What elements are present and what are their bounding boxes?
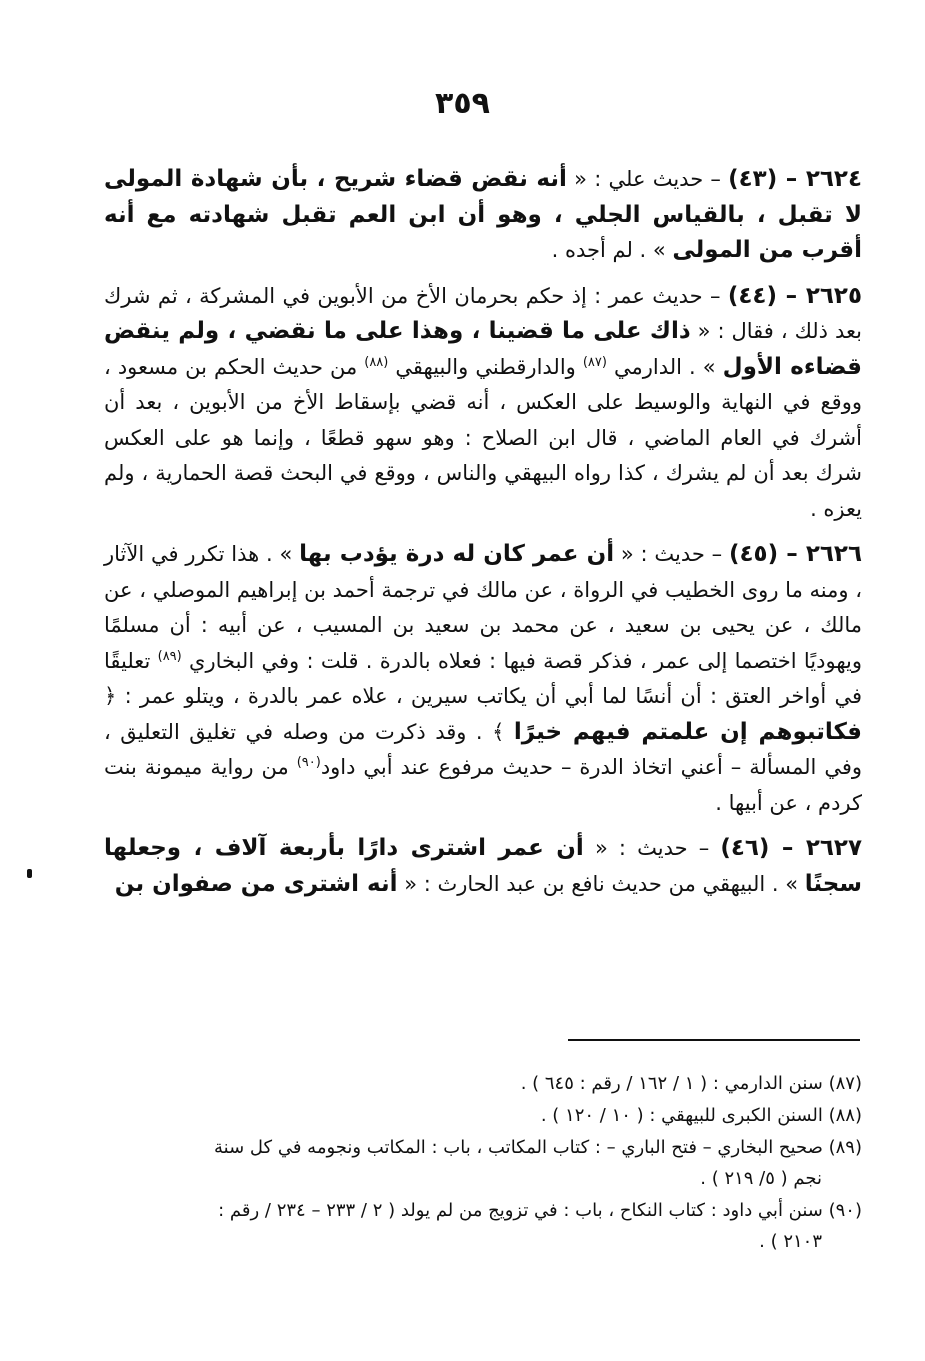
main-text [104,162,862,912]
footnote-90 [104,1195,862,1257]
entry-number: ٢٦٢٤ – (٤٣) [728,166,862,192]
footnote-ref-89: (٨٩) [157,648,182,664]
entry-text: – حديث : « [614,542,729,566]
footnote-text-continued: نجم ( ٥/ ٢١٩ ) . [700,1168,822,1189]
footnote-divider [568,1039,860,1041]
entry-number: ٢٦٢٧ – (٤٦) [720,835,862,861]
hadith-quote: ذاك على ما قضينا ، وهذا على ما نقضي ، ولم ينقض قضاءه الأول [104,318,862,380]
entry-text: » . هذا تكرر في الآثار ، ومنه ما روى الخطيب في الرواة ، عن مالك في ترجمة أحمد بن إبراهيم الموصلي ، عن مالك ، عن يحيى بن سعيد ، عن محمد بن سعيد بن المسيب ، عن أبيه : أن مسلمًا ويهوديًا اختصما إلى عمر ، فذكر قصة فيها : فعلاه بالدرة . قلت : وفي البخاري [104,542,862,673]
hadith-entry-2624 [104,162,862,269]
hadith-entry-2627 [104,831,862,902]
margin-mark [27,869,32,878]
footnote-89 [104,1132,862,1194]
footnote-text: (٩٠) سنن أبي داود : كتاب النكاح ، باب : في تزويج من لم يولد ( ٢ / ٢٣٣ – ٢٣٤ / رقم : [218,1200,862,1221]
hadith-quote: أن عمر كان له درة يؤدب بها [299,541,615,567]
footnote-88 [104,1100,862,1131]
entry-text: » . البيهقي من حديث نافع بن عبد الحارث : « [397,871,805,896]
hadith-quote: أنه اشترى من صفوان بن [114,870,398,897]
hadith-entry-2626 [104,537,862,821]
footnote-text: (٨٧) سنن الدارمي : ( ١ / ١٦٢ / رقم : ٦٤٥ ) . [520,1073,862,1094]
footnote-text-continued: ٢١٠٣ ) . [759,1231,822,1252]
quran-quote: فكاتبوهم إن علمتم فيهم خيرًا [513,718,862,745]
hadith-quote: أنه نقض قضاء شريح ، بأن شهادة المولى لا تقبل ، بالقياس الجلي ، وهو أن ابن العم تقبل شهادته مع أنه أقرب من المولى [104,166,862,263]
footnote-ref-87: (٨٧) [582,354,607,370]
entry-text: » . لم أجده . [551,238,673,262]
entry-text: – حديث علي : « [566,167,729,191]
footnote-87 [104,1068,862,1099]
entry-text: – حديث عمر : إذ حكم بحرمان الأخ من الأبوين في المشركة ، ثم شرك بعد ذلك ، فقال : « [104,283,862,343]
entry-number: ٢٦٢٥ – (٤٤) [727,282,863,309]
entry-text: والدارقطني والبيهقي [388,354,583,379]
footnotes [104,1068,862,1258]
hadith-quote: أن عمر اشترى دارًا بأربعة آلاف ، وجعلها سجنًا [104,835,862,897]
entry-text: تعليقًا في أواخر العتق : أن أنسًا لما أبي أن يكاتب سيرين ، علاه عمر بالدرة ، ويتلو عمر : ﴿ [104,648,862,708]
page-number: ٣٥٩ [435,86,490,121]
footnote-text: (٨٩) صحيح البخاري – فتح الباري – : كتاب المكاتب ، باب : المكاتب ونجومه في كل سنة [214,1137,862,1158]
entry-text: من رواية ميمونة بنت كردم ، عن أبيها . [104,755,862,815]
footnote-ref-88: (٨٨) [364,354,389,370]
entry-text: من حديث الحكم بن مسعود ، ووقع في النهاية والوسيط على العكس ، أنه قضي بإسقاط الأخ من الأبوين ، بعد أن أشرك في العام الماضي ، قال ابن الصلاح : وهو سهو قطعًا ، وإنما هو على العكس شرك بعد أن لم يشرك ، كذا رواه البيهقي والناس ، ووقع في البحث قصة الحمارية ، ولم يعزه . [104,354,862,521]
entry-text: ﴾ . وقد ذكرت من وصله في تغليق التعليق ، وفي المسألة – أعني اتخاذ الدرة – حديث مرفوع عند أبي داود [104,719,863,779]
entry-text: – حديث : « [583,836,721,860]
hadith-entry-2625 [104,279,862,528]
entry-text: » . الدارمي [606,354,723,379]
footnote-text: (٨٨) السنن الكبرى للبيهقي : ( ١٠ / ١٢٠ ) . [540,1105,862,1126]
footnote-ref-90: (٩٠) [296,755,321,770]
entry-number: ٢٦٢٦ – (٤٥) [728,541,862,567]
